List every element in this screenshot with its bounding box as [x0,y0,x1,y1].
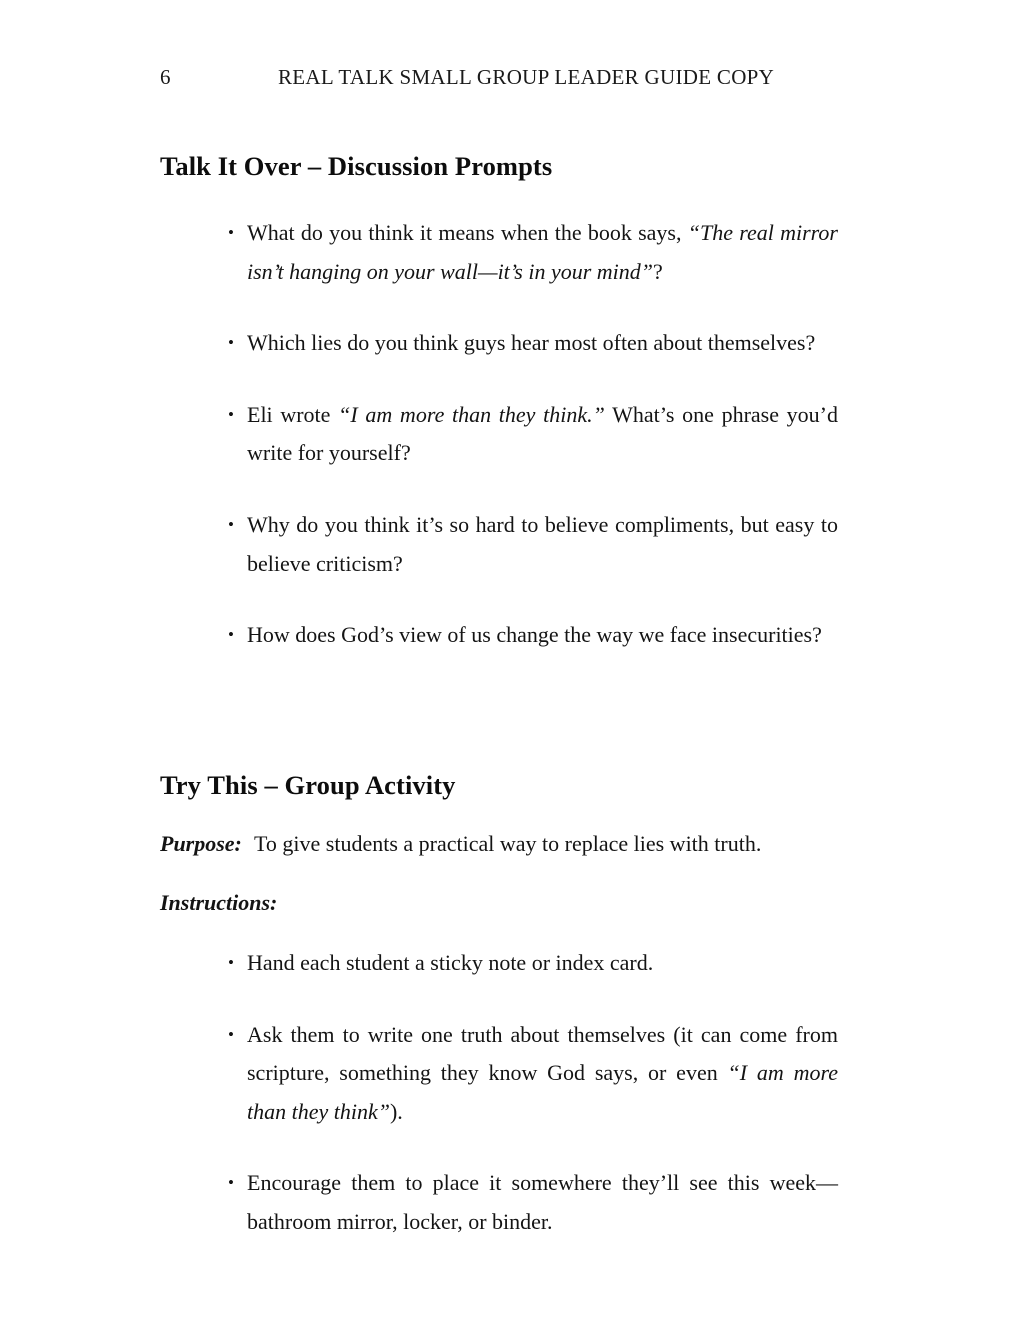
meta-label: Purpose: [160,830,242,856]
list-item [160,396,838,473]
bullet-icon: • [228,223,234,242]
body-text: How does God’s view of us change the way we face insecurities? [247,622,822,648]
activity-instruction-list [160,944,838,1242]
section-heading-discussion-prompts: Talk It Over – Discussion Prompts [160,151,553,181]
body-text: Ask them to write one truth about themselves (it can come from scripture, something they know God says, or even [247,1021,838,1086]
page-content [160,148,838,1242]
meta-text: To give students a practical way to replace lies with truth. [248,830,762,856]
bullet-icon: • [228,333,234,353]
list-item-text [247,944,838,983]
purpose-line [160,825,838,864]
list-item [160,1016,838,1132]
instructions-line [160,884,838,923]
list-item [160,944,838,983]
body-text: What do you think it means when the book says, [247,220,688,245]
list-item-text [247,396,838,473]
list-item-text [247,506,838,583]
list-item [160,1164,838,1241]
spacer [160,184,838,214]
list-item-text [247,616,838,655]
section-heading-group-activity: Try This – Group Activity [160,769,456,800]
list-item [160,324,838,363]
quoted-phrase: “I am more than they think.” [338,401,605,427]
body-text: Encourage them to place it somewhere they’ll see this week—bathroom mirror, locker, or binder. [247,1170,838,1234]
list-item-text [247,324,838,363]
quoted-phrase: “I am more than they think” [247,1060,838,1124]
spacer [160,655,838,767]
bullet-icon: • [228,514,234,534]
body-text: Hand each student a sticky note or index card. [247,949,654,975]
body-text: ). [389,1098,403,1124]
list-item [160,506,838,583]
bullet-icon: • [228,625,234,645]
running-head-title: REAL TALK SMALL GROUP LEADER GUIDE COPY [278,65,775,89]
body-text: What’s one phrase you’d write for yourself? [247,401,839,466]
bullet-icon: • [228,404,234,424]
page-number: 6 [160,65,171,89]
spacer [160,803,838,825]
discussion-prompt-list [160,214,838,655]
list-item-text [247,1164,838,1241]
quoted-phrase: “The real mirror isn’t hanging on your wall—it’s in your mind” [247,220,838,284]
list-item [160,616,838,655]
bullet-icon: • [228,1024,234,1044]
body-text: Which lies do you think guys hear most often about themselves? [247,330,816,356]
bullet-icon: • [228,1173,234,1193]
body-text: Why do you think it’s so hard to believe compliments, but easy to believe criticism? [247,511,838,576]
body-text: Eli wrote [247,401,339,427]
list-item-text [247,214,838,291]
list-item-text [247,1016,838,1132]
running-head [160,62,840,96]
meta-label: Instructions: [160,890,278,916]
body-text: ? [653,258,663,284]
list-item [160,214,838,291]
bullet-icon: • [228,952,234,972]
